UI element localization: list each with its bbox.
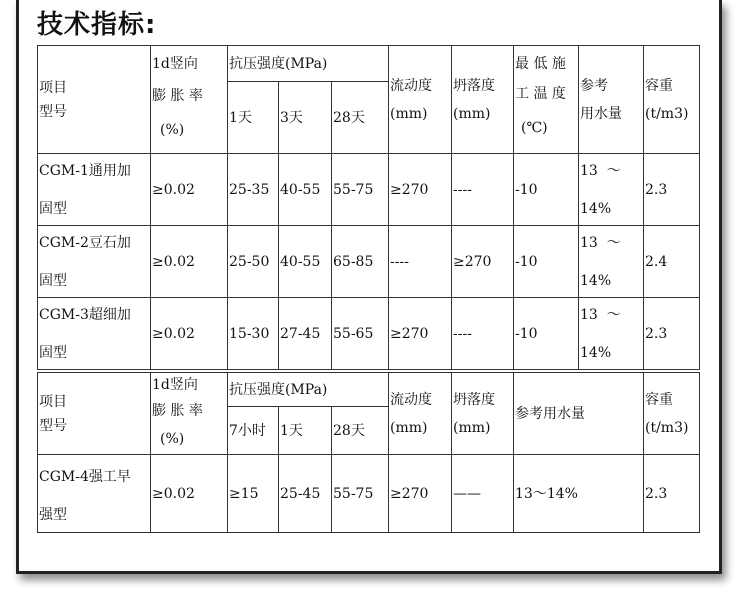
header-day28: 28天 [332, 82, 389, 154]
slump-cell: ≥270 [452, 226, 514, 298]
header-expansion-line1: 1d竖向 [152, 376, 198, 393]
strength-cell: 25-45 [279, 455, 332, 533]
water-line2: 14% [580, 200, 612, 217]
water-line1: 13 ～ [580, 234, 621, 251]
header-density [644, 46, 700, 154]
header-strength: 抗压强度(MPa) [228, 373, 389, 407]
water-cell [579, 298, 644, 370]
flow-cell: ≥270 [389, 154, 452, 226]
header-density-label: 容重 [645, 391, 673, 408]
header-temperature-line2: 工 温 度 [515, 85, 566, 102]
expansion-cell: ≥0.02 [151, 298, 228, 370]
density-cell: 2.3 [644, 298, 700, 370]
header-expansion-line2: 膨 胀 率 [152, 402, 203, 419]
water-line1: 13 ～ [580, 162, 621, 179]
header-day28: 28天 [332, 407, 389, 455]
strength-cell: 55-75 [332, 455, 389, 533]
spec-table-2 [37, 372, 700, 533]
expansion-cell: ≥0.02 [151, 154, 228, 226]
header-slump-label: 坍落度 [453, 77, 495, 94]
header-slump [452, 373, 514, 455]
water-cell [579, 154, 644, 226]
header-flow-label: 流动度 [390, 77, 432, 94]
flow-cell: ≥270 [389, 455, 452, 533]
strength-cell: 55-65 [332, 298, 389, 370]
header-day3: 3天 [279, 82, 332, 154]
header-flow [389, 373, 452, 455]
temperature-cell: -10 [514, 298, 579, 370]
header-density-unit: (t/m3) [645, 105, 689, 122]
table-row [38, 455, 700, 533]
header-expansion-line3: (%) [160, 430, 185, 447]
header-slump [452, 46, 514, 154]
model-line2: 固型 [39, 272, 67, 289]
slump-cell: ---- [452, 298, 514, 370]
header-flow-label: 流动度 [390, 391, 432, 408]
header-temperature-line3: (℃) [521, 119, 548, 136]
water-line1: 13 ～ [580, 306, 621, 323]
strength-cell: 40-55 [279, 226, 332, 298]
slump-cell: —— [452, 455, 514, 533]
model-line1: CGM-2豆石加 [39, 234, 131, 251]
header-expansion-line3: (%) [160, 121, 185, 138]
header-slump-unit: (mm) [453, 419, 491, 436]
spec-table-1 [37, 45, 700, 370]
header-day1: 1天 [228, 82, 279, 154]
header-temperature-line1: 最 低 施 [515, 55, 566, 72]
header-item-line2: 型号 [39, 103, 67, 120]
water-line2: 14% [580, 272, 612, 289]
header-item-line1: 项目 [39, 393, 67, 410]
strength-cell: ≥15 [228, 455, 279, 533]
density-cell: 2.3 [644, 455, 700, 533]
table-row [38, 226, 700, 298]
header-density [644, 373, 700, 455]
model-line1: CGM-4强工早 [39, 468, 131, 485]
header-strength: 抗压强度(MPa) [228, 46, 389, 82]
header-water-line1: 参考 [580, 77, 608, 94]
header-day1: 1天 [279, 407, 332, 455]
density-cell: 2.4 [644, 226, 700, 298]
strength-cell: 15-30 [228, 298, 279, 370]
flow-cell: ---- [389, 226, 452, 298]
header-item-line1: 项目 [39, 79, 67, 96]
model-line2: 强型 [39, 506, 67, 523]
table-row [38, 154, 700, 226]
model-cell [38, 154, 151, 226]
header-expansion [151, 373, 228, 455]
strength-cell: 65-85 [332, 226, 389, 298]
strength-cell: 40-55 [279, 154, 332, 226]
expansion-cell: ≥0.02 [151, 455, 228, 533]
header-water [579, 46, 644, 154]
header-hour7: 7小时 [228, 407, 279, 455]
model-line1: CGM-3超细加 [39, 306, 131, 323]
header-expansion-line1: 1d竖向 [152, 55, 198, 72]
section-heading: 技术指标: [37, 10, 157, 40]
header-item [38, 373, 151, 455]
expansion-cell: ≥0.02 [151, 226, 228, 298]
header-flow-unit: (mm) [390, 419, 428, 436]
temperature-cell: -10 [514, 154, 579, 226]
model-cell [38, 455, 151, 533]
header-expansion-line2: 膨 胀 率 [152, 87, 203, 104]
strength-cell: 55-75 [332, 154, 389, 226]
header-slump-label: 坍落度 [453, 391, 495, 408]
header-water: 参考用水量 [514, 373, 644, 455]
slump-cell: ---- [452, 154, 514, 226]
strength-cell: 25-50 [228, 226, 279, 298]
model-line2: 固型 [39, 200, 67, 217]
header-water-line2: 用水量 [580, 105, 622, 122]
water-line2: 14% [580, 344, 612, 361]
header-expansion [151, 46, 228, 154]
header-item [38, 46, 151, 154]
header-slump-unit: (mm) [453, 105, 491, 122]
strength-cell: 27-45 [279, 298, 332, 370]
temperature-cell: -10 [514, 226, 579, 298]
header-temperature [514, 46, 579, 154]
header-density-unit: (t/m3) [645, 419, 689, 436]
header-flow [389, 46, 452, 154]
model-cell [38, 298, 151, 370]
model-cell [38, 226, 151, 298]
model-line1: CGM-1通用加 [39, 162, 131, 179]
water-cell [579, 226, 644, 298]
flow-cell: ≥270 [389, 298, 452, 370]
header-flow-unit: (mm) [390, 105, 428, 122]
header-density-label: 容重 [645, 77, 673, 94]
header-item-line2: 型号 [39, 417, 67, 434]
water-cell: 13～14% [514, 455, 644, 533]
density-cell: 2.3 [644, 154, 700, 226]
strength-cell: 25-35 [228, 154, 279, 226]
model-line2: 固型 [39, 344, 67, 361]
table-row [38, 298, 700, 370]
